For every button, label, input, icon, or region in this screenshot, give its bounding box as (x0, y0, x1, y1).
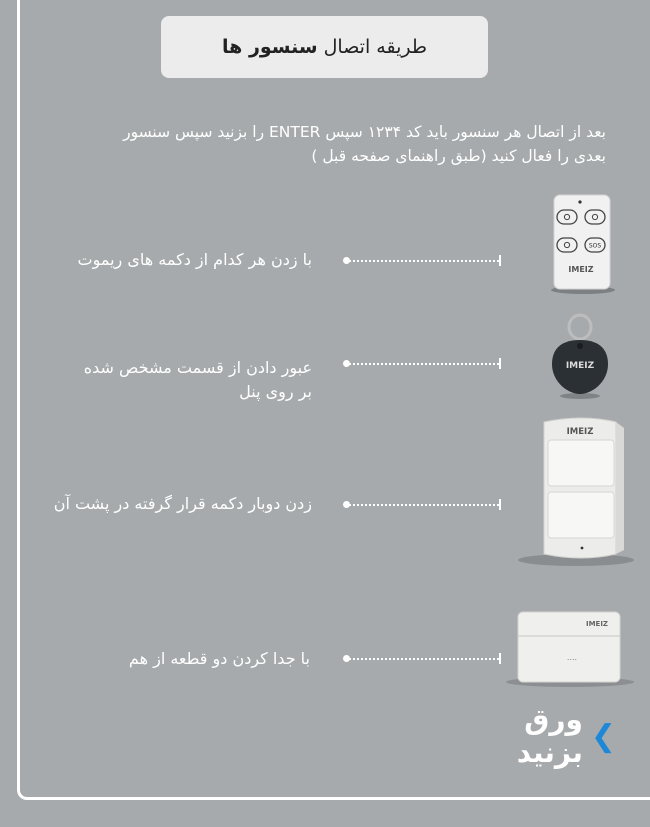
row-tag-text-line-1: عبور دادن از قسمت مشخص شده (83, 358, 312, 377)
row-door-text: با جدا کردن دو قطعه از هم (128, 649, 310, 668)
row-tag-text (40, 356, 312, 404)
svg-text:IMEIZ: IMEIZ (566, 427, 594, 437)
pir-motion-sensor-icon (512, 414, 634, 584)
intro-line-1: بعد از اتصال هر سنسور باید کد ۱۲۳۴ سپس ENTER را بزنید سپس سنسور (123, 123, 606, 141)
intro-line-2: بعدی را فعال کنید (طبق راهنمای صفحه قبل ) (311, 147, 606, 165)
row-remote-text: با زدن هر کدام از دکمه های ریموت (77, 250, 312, 269)
chevron-right-icon: ❯ (590, 718, 616, 754)
svg-text:IMEIZ: IMEIZ (565, 361, 595, 371)
row-pir-text: زدن دوبار دکمه قرار گرفته در پشت آن (53, 494, 312, 513)
svg-text:....: .... (566, 653, 578, 662)
svg-text:IMEIZ: IMEIZ (585, 620, 609, 628)
title-bold: سنسور ها (222, 36, 318, 58)
row-tag-text-line-2: بر روی پنل (239, 382, 312, 401)
page-title (161, 16, 488, 78)
row-remote-connector (343, 256, 501, 266)
remote-control-icon (546, 192, 620, 296)
svg-text:IMEIZ: IMEIZ (568, 265, 594, 274)
swipe-next-button[interactable] (456, 703, 616, 769)
row-tag-connector (343, 359, 501, 369)
row-door-connector (343, 654, 501, 664)
title-prefix: طریقه اتصال (323, 36, 427, 58)
svg-text:SOS: SOS (588, 242, 602, 250)
rfid-keytag-icon (542, 312, 616, 402)
intro-text (30, 120, 606, 168)
swipe-label: ورق بزنید (516, 703, 583, 769)
door-sensor-icon (500, 604, 634, 690)
row-pir-connector (343, 500, 501, 510)
